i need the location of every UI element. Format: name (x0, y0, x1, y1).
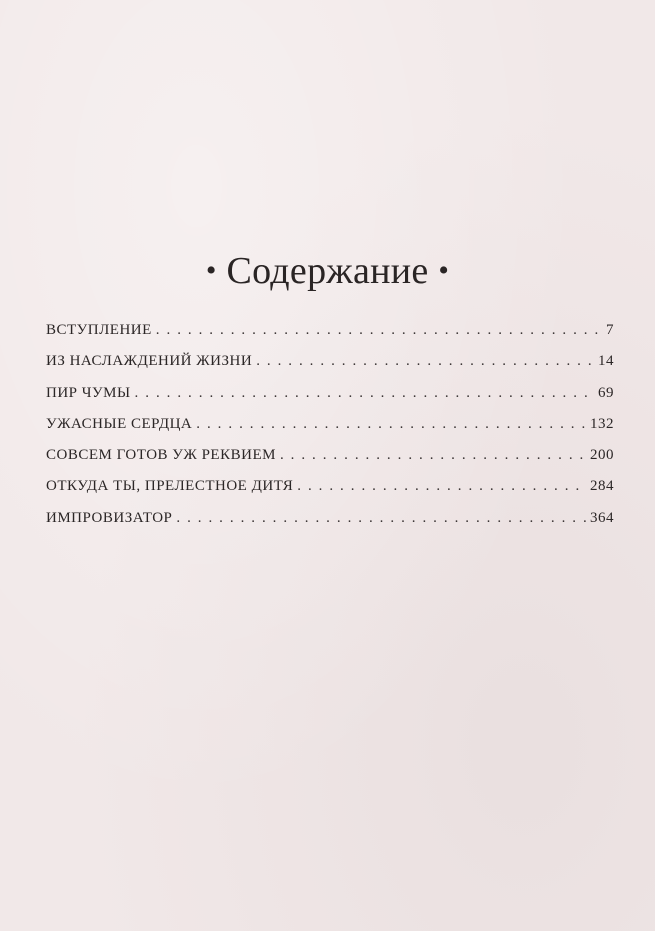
toc-entry-title: СОВСЕМ ГОТОВ УЖ РЕКВИЕМ (46, 447, 276, 464)
toc-entry-title: ПИР ЧУМЫ (46, 384, 131, 401)
heading-text: Содержание (226, 250, 429, 292)
toc-leader-dots (156, 322, 602, 339)
toc-entry-title: ВСТУПЛЕНИЕ (46, 322, 152, 338)
toc-entry[interactable] (46, 322, 614, 353)
toc-leader-dots (196, 416, 586, 433)
toc-entry[interactable] (46, 385, 614, 416)
toc-entry-page: 69 (598, 384, 614, 401)
toc-entry[interactable] (46, 510, 614, 541)
toc-entry-title: УЖАСНЫЕ СЕРДЦА (46, 415, 193, 432)
toc-entry-page: 200 (590, 447, 614, 464)
toc-entry[interactable] (46, 353, 614, 384)
toc-entry-page: 14 (598, 353, 614, 370)
toc-leader-dots (297, 478, 586, 495)
toc-entry-page: 364 (590, 509, 614, 526)
toc-entry-page: 7 (606, 322, 614, 338)
toc-entry[interactable] (46, 478, 614, 509)
toc-entry[interactable] (46, 447, 614, 478)
toc-leader-dots (176, 510, 586, 527)
table-of-contents (46, 322, 614, 541)
toc-entry-page: 132 (590, 415, 614, 432)
toc-entry-title: ИМПРОВИЗАТОР (46, 509, 173, 526)
toc-entry-title: ОТКУДА ТЫ, ПРЕЛЕСТНОЕ ДИТЯ (46, 478, 294, 495)
toc-leader-dots (135, 385, 594, 402)
heading-bullet-right: • (438, 254, 450, 287)
toc-entry-title: ИЗ НАСЛАЖДЕНИЙ ЖИЗНИ (46, 353, 253, 370)
toc-entry-page: 284 (590, 478, 614, 495)
contents-heading (0, 246, 655, 296)
toc-leader-dots (256, 353, 594, 370)
heading-bullet-left: • (205, 254, 217, 287)
toc-leader-dots (280, 447, 586, 464)
toc-entry[interactable] (46, 416, 614, 447)
